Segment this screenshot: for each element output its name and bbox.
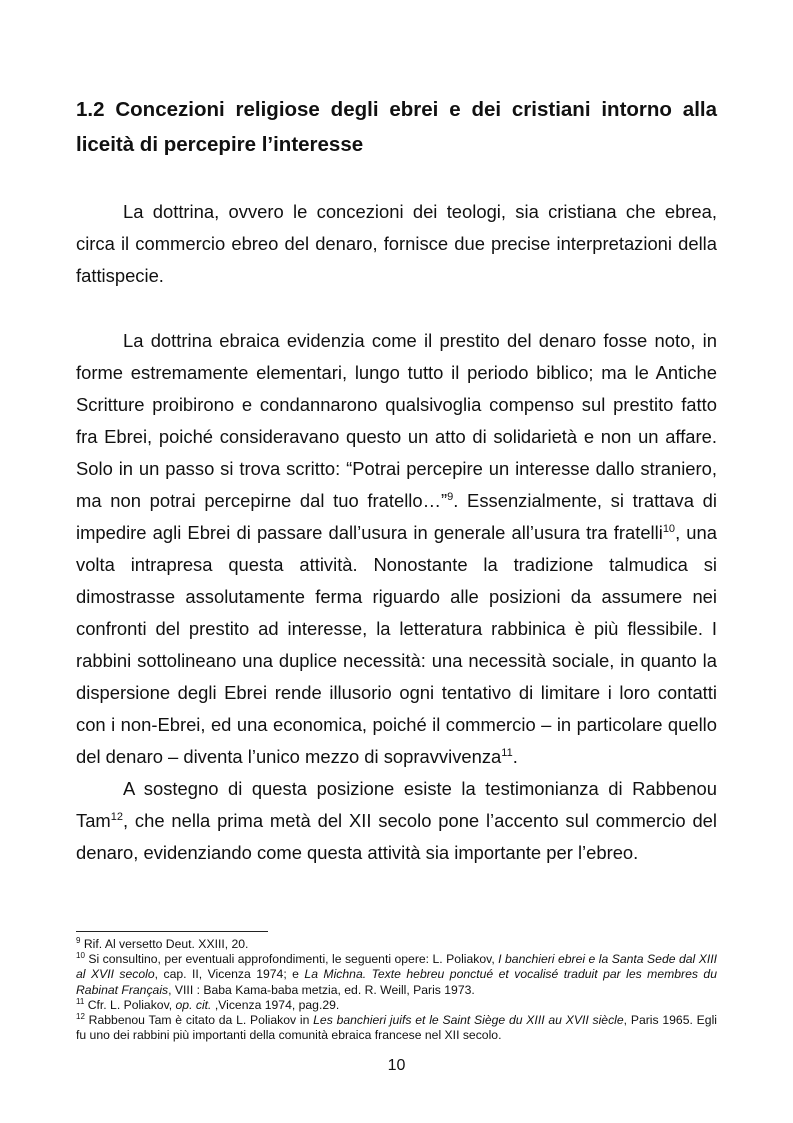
footnote-11-number: 11 [76, 996, 85, 1006]
paragraph-2-part-c: , una volta intrapresa questa attività. Nonostante la tradizione talmudica si dimostrasse assolutamente ferma riguardo alle posizioni da assumere nei confronti del prestito ad interesse, la letteratura rabbinica è più flessibile. I rabbini sottolineano una duplice necessità: una necessità sociale, in quanto la dispersione degli Ebrei rende illusorio ogni tentativo di limitare i loro contatti con i non-Ebrei, ed una economica, poiché il commercio – in particolare quello del denaro – diventa l’unico mezzo di sopravvivenza [76, 522, 717, 767]
footnote-11 [76, 998, 717, 1013]
footnotes [76, 937, 717, 1043]
footnote-9 [76, 937, 717, 952]
paragraph-3-part-a: A sostegno di questa posizione esiste la testimonianza di Rabbenou Tam [76, 778, 717, 831]
footnote-11-text-1: Cfr. L. Poliakov, [84, 997, 176, 1012]
footnote-12-text-2: , Paris 1965. Egli fu uno dei rabbini più importanti della comunità ebraica francese nel XII secolo. [76, 1013, 717, 1043]
footnote-10-number: 10 [76, 951, 85, 961]
footnote-12-title: Les banchieri juifs et le Saint Siège du XIII au XVII siècle [313, 1013, 624, 1028]
footnote-10-text-2: , cap. II, Vicenza 1974; e [154, 967, 305, 982]
paragraph-2-part-a: La dottrina ebraica evidenzia come il prestito del denaro fosse noto, in forme estremamente elementari, lungo tutto il periodo biblico; ma le Antiche Scritture proibirono e condannarono qualsivoglia compenso sul prestito fatto fra Ebrei, poiché consideravano questo un atto di solidarietà e non un affare. Solo in un passo si trova scritto: “Potrai percepire un interesse dallo straniero, ma non potrai percepirne dal tuo fratello…” [76, 330, 717, 511]
footnote-11-title: op. cit. [175, 997, 212, 1012]
footnote-9-text: Rif. Al versetto Deut. XXIII, 20. [80, 937, 249, 951]
footnote-11-text-2: ,Vicenza 1974, pag.29. [211, 997, 340, 1012]
footnote-12 [76, 1013, 717, 1043]
section-heading: 1.2 Concezioni religiose degli ebrei e dei cristiani intorno alla liceità di percepire l’interesse [76, 98, 717, 156]
footnote-ref-10: 10 [662, 522, 676, 535]
footnote-12-text-1: Rabbenou Tam è citato da L. Poliakov in [84, 1013, 314, 1028]
paragraph-2 [76, 325, 717, 773]
footnote-10 [76, 952, 717, 998]
footnote-ref-12: 12 [110, 810, 123, 823]
paragraph-3 [76, 773, 717, 869]
paragraph-3-part-b: , che nella prima metà del XII secolo pone l’accento sul commercio del denaro, evidenziando come questa attività sia importante per l’ebreo. [76, 810, 717, 863]
page-number: 10 [387, 1057, 406, 1074]
footnote-12-number: 12 [76, 1011, 85, 1021]
footnote-10-title-2: La Michna. Texte hebreu ponctué et vocalisé traduit par les membres du Rabinat Français [76, 967, 717, 997]
page-body [76, 92, 717, 869]
footnote-ref-9: 9 [447, 490, 454, 503]
footnote-10-text-1: Si consultino, per eventuali approfondimenti, le seguenti opere: L. Poliakov, [84, 952, 499, 967]
footnote-10-text-3: , VIII : Baba Kama-baba metzia, ed. R. Weill, Paris 1973. [168, 982, 475, 997]
footnote-separator [76, 931, 268, 932]
paragraph-2-part-d: . [512, 746, 518, 767]
paragraph-1: La dottrina, ovvero le concezioni dei teologi, sia cristiana che ebrea, circa il commercio ebreo del denaro, fornisce due precise interpretazioni della fattispecie. [76, 201, 717, 286]
footnote-9-number: 9 [76, 935, 81, 945]
paragraph-2-part-b: . Essenzialmente, si trattava di impedire agli Ebrei di passare dall’usura in generale all’usura tra fratelli [76, 490, 717, 543]
footnote-ref-11: 11 [501, 746, 513, 759]
footnote-10-title-1: I banchieri ebrei e la Santa Sede dal XIII al XVII secolo [76, 952, 717, 982]
